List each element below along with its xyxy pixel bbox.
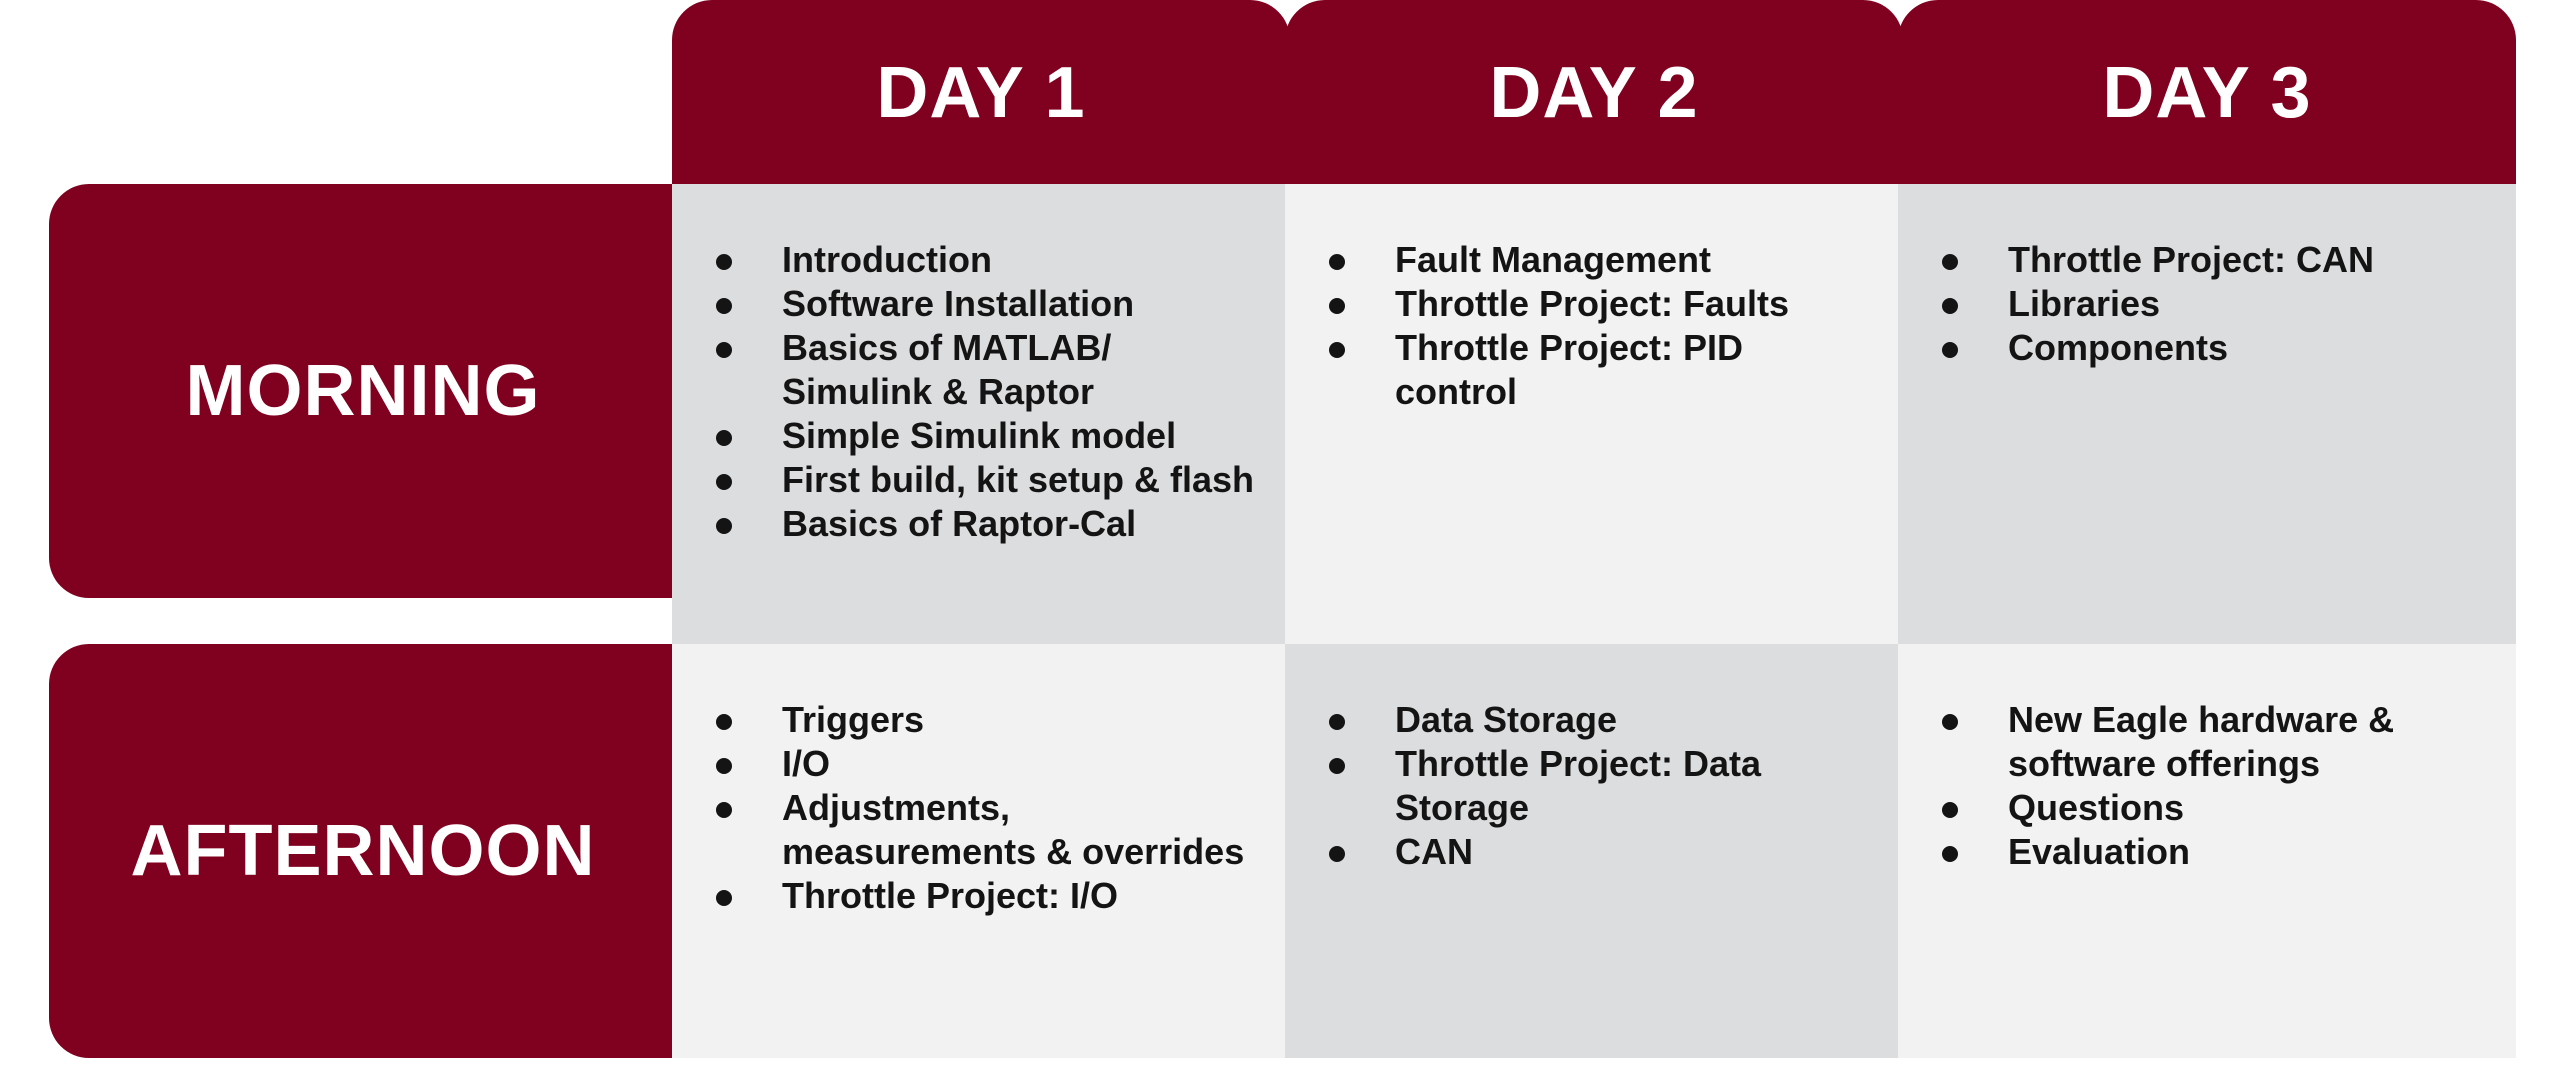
bullet-icon — [1329, 298, 1345, 314]
bullet-icon — [716, 298, 732, 314]
afternoon-label-block — [49, 644, 677, 1058]
list-item: Throttle Project: I/O — [712, 874, 1260, 918]
list-item: Adjustments, measurements & overrides — [712, 786, 1260, 874]
afternoon-day-3-list — [1938, 698, 2486, 874]
bullet-icon — [1942, 254, 1958, 270]
bullet-icon — [1329, 758, 1345, 774]
bullet-icon — [1329, 254, 1345, 270]
bullet-icon — [1329, 342, 1345, 358]
day-2-label: DAY 2 — [1489, 53, 1699, 133]
bullet-icon — [716, 890, 732, 906]
day-2-header — [1285, 0, 1903, 186]
list-item: New Eagle hardware & software offerings — [1938, 698, 2486, 786]
bullet-icon — [716, 758, 732, 774]
bullet-icon — [1942, 298, 1958, 314]
bullet-icon — [1942, 802, 1958, 818]
list-item: Fault Management — [1325, 238, 1873, 282]
afternoon-day-2-list — [1325, 698, 1873, 874]
list-item: Throttle Project: PID control — [1325, 326, 1873, 414]
bullet-icon — [716, 342, 732, 358]
morning-day-3-list — [1938, 238, 2486, 370]
list-item: Basics of MATLAB/ Simulink & Raptor — [712, 326, 1260, 414]
afternoon-day-1-list — [712, 698, 1260, 918]
day-3-label: DAY 3 — [2102, 53, 2312, 133]
afternoon-day-2-cell — [1285, 644, 1903, 1058]
list-item: I/O — [712, 742, 1260, 786]
morning-label-block — [49, 184, 677, 598]
bullet-icon — [1942, 342, 1958, 358]
list-item: Evaluation — [1938, 830, 2486, 874]
morning-day-2-cell — [1285, 184, 1903, 644]
afternoon-label: AFTERNOON — [130, 811, 596, 891]
morning-day-1-cell — [672, 184, 1290, 644]
bullet-icon — [1329, 846, 1345, 862]
bullet-icon — [716, 518, 732, 534]
list-item: Throttle Project: Data Storage — [1325, 742, 1873, 830]
list-item: Introduction — [712, 238, 1260, 282]
list-item: Questions — [1938, 786, 2486, 830]
bullet-icon — [716, 254, 732, 270]
day-1-label: DAY 1 — [876, 53, 1086, 133]
bullet-icon — [716, 802, 732, 818]
list-item: Simple Simulink model — [712, 414, 1260, 458]
bullet-icon — [1942, 714, 1958, 730]
morning-day-2-list — [1325, 238, 1873, 414]
list-item: Components — [1938, 326, 2486, 370]
bullet-icon — [716, 430, 732, 446]
day-1-header — [672, 0, 1290, 186]
afternoon-day-3-cell — [1898, 644, 2516, 1058]
list-item: Throttle Project: CAN — [1938, 238, 2486, 282]
morning-label: MORNING — [185, 351, 541, 431]
bullet-icon — [1942, 846, 1958, 862]
list-item: First build, kit setup & flash — [712, 458, 1260, 502]
list-item: Basics of Raptor-Cal — [712, 502, 1260, 546]
bullet-icon — [716, 714, 732, 730]
list-item: Software Installation — [712, 282, 1260, 326]
list-item: CAN — [1325, 830, 1873, 874]
morning-day-3-cell — [1898, 184, 2516, 644]
list-item: Libraries — [1938, 282, 2486, 326]
day-3-header — [1898, 0, 2516, 186]
list-item: Throttle Project: Faults — [1325, 282, 1873, 326]
list-item: Triggers — [712, 698, 1260, 742]
morning-day-1-list — [712, 238, 1260, 546]
afternoon-day-1-cell — [672, 644, 1290, 1058]
bullet-icon — [1329, 714, 1345, 730]
list-item: Data Storage — [1325, 698, 1873, 742]
bullet-icon — [716, 474, 732, 490]
